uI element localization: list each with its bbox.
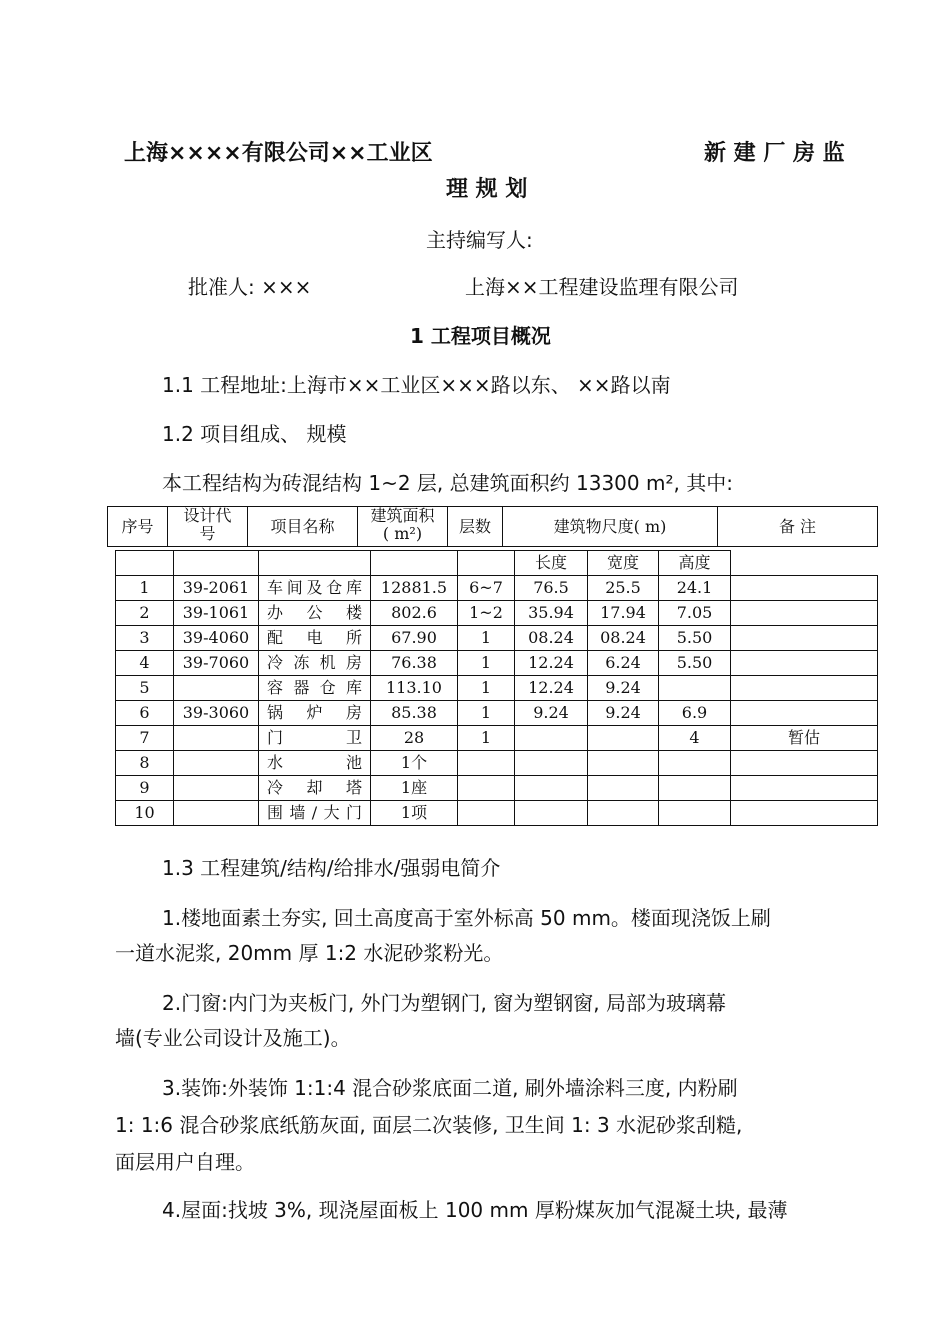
- header-design-code: [168, 507, 248, 547]
- header-floors: 层数: [448, 507, 503, 547]
- cell-seq: 2: [116, 601, 174, 626]
- approver: 批准人: ×××: [188, 275, 312, 299]
- header-length: 长度: [515, 551, 588, 576]
- subheader-empty: [174, 551, 259, 576]
- table-row: [116, 651, 878, 676]
- subheader-empty: [458, 551, 515, 576]
- cell-name: 车间及仓库: [259, 576, 371, 601]
- cell-width: 6.24: [588, 651, 659, 676]
- cell-code: 39-3060: [174, 701, 259, 726]
- cell-seq: 1: [116, 576, 174, 601]
- cell-name: 冷 却 塔: [259, 776, 371, 801]
- cell-note: [731, 576, 878, 601]
- table-row: [116, 676, 878, 701]
- cell-length: [515, 801, 588, 826]
- cell-width: [588, 726, 659, 751]
- p4-line1: 4.屋面:找坡 3%, 现浇屋面板上 100 mm 厚粉煤灰加气混凝土块, 最薄: [162, 1198, 788, 1222]
- title-right: 新 建 厂 房 监: [704, 141, 845, 166]
- cell-name: 门 卫: [259, 726, 371, 751]
- cell-width: 25.5: [588, 576, 659, 601]
- cell-width: 17.94: [588, 601, 659, 626]
- cell-code: [174, 726, 259, 751]
- title-left: 上海××××有限公司××工业区: [124, 141, 433, 166]
- cell-length: 9.24: [515, 701, 588, 726]
- cell-seq: 8: [116, 751, 174, 776]
- table-header: [107, 506, 878, 547]
- composition-line: 1.2 项目组成、 规模: [162, 422, 347, 446]
- cell-note: [731, 801, 878, 826]
- table-row: [116, 601, 878, 626]
- cell-note: 暂估: [731, 726, 878, 751]
- cell-name: 锅 炉 房: [259, 701, 371, 726]
- cell-width: 08.24: [588, 626, 659, 651]
- header-note: 备 注: [718, 507, 878, 547]
- cell-name: 配 电 所: [259, 626, 371, 651]
- cell-code: [174, 776, 259, 801]
- cell-code: 39-4060: [174, 626, 259, 651]
- section1-heading: 1 工程项目概况: [410, 324, 551, 348]
- cell-seq: 5: [116, 676, 174, 701]
- cell-note: [731, 776, 878, 801]
- cell-note: [731, 676, 878, 701]
- cell-area: 113.10: [371, 676, 458, 701]
- company: 上海××工程建设监理有限公司: [465, 275, 739, 299]
- table-row: [116, 801, 878, 826]
- cell-length: 76.5: [515, 576, 588, 601]
- cell-height: 4: [659, 726, 731, 751]
- header-seq: 序号: [108, 507, 168, 547]
- cell-floors: [458, 801, 515, 826]
- cell-seq: 3: [116, 626, 174, 651]
- cell-width: [588, 801, 659, 826]
- header-design-code-text: 设计代号: [183, 506, 232, 543]
- cell-floors: 1~2: [458, 601, 515, 626]
- section13-heading: 1.3 工程建筑/结构/给排水/强弱电简介: [162, 856, 501, 880]
- cell-length: [515, 776, 588, 801]
- data-table: [115, 550, 878, 826]
- cell-note: [731, 751, 878, 776]
- p3-line2: 1: 1:6 混合砂浆底纸筋灰面, 面层二次装修, 卫生间 1: 3 水泥砂浆刮糙,: [115, 1113, 743, 1137]
- cell-name: 水 池: [259, 751, 371, 776]
- subheader-note-empty: [731, 551, 878, 576]
- cell-floors: 1: [458, 726, 515, 751]
- cell-code: 39-2061: [174, 576, 259, 601]
- cell-length: 12.24: [515, 651, 588, 676]
- cell-name: 办 公 楼: [259, 601, 371, 626]
- cell-width: 9.24: [588, 701, 659, 726]
- cell-floors: [458, 751, 515, 776]
- cell-area: 1项: [371, 801, 458, 826]
- cell-area: 1个: [371, 751, 458, 776]
- cell-note: [731, 626, 878, 651]
- cell-area: 76.38: [371, 651, 458, 676]
- header-width: 宽度: [588, 551, 659, 576]
- cell-note: [731, 601, 878, 626]
- subheader-empty: [371, 551, 458, 576]
- cell-height: 6.9: [659, 701, 731, 726]
- cell-floors: [458, 776, 515, 801]
- cell-height: 24.1: [659, 576, 731, 601]
- cell-height: [659, 676, 731, 701]
- header-name: 项目名称: [248, 507, 358, 547]
- cell-width: 9.24: [588, 676, 659, 701]
- cell-length: 35.94: [515, 601, 588, 626]
- cell-height: [659, 751, 731, 776]
- p1-line1: 1.楼地面素土夯实, 回土高度高于室外标高 50 mm。楼面现浇饭上刷: [162, 906, 771, 930]
- cell-height: 5.50: [659, 626, 731, 651]
- cell-area: 85.38: [371, 701, 458, 726]
- cell-name: 围墙/大门: [259, 801, 371, 826]
- cell-area: 802.6: [371, 601, 458, 626]
- subheader-empty: [259, 551, 371, 576]
- cell-height: 7.05: [659, 601, 731, 626]
- cell-note: [731, 701, 878, 726]
- table-row: [116, 751, 878, 776]
- cell-width: [588, 751, 659, 776]
- cell-area: 67.90: [371, 626, 458, 651]
- address-line: 1.1 工程地址:上海市××工业区×××路以东、 ××路以南: [162, 373, 671, 397]
- p2-line1: 2.门窗:内门为夹板门, 外门为塑钢门, 窗为塑钢窗, 局部为玻璃幕: [162, 991, 726, 1015]
- cell-length: [515, 751, 588, 776]
- cell-seq: 6: [116, 701, 174, 726]
- cell-seq: 4: [116, 651, 174, 676]
- cell-area: 28: [371, 726, 458, 751]
- cell-seq: 9: [116, 776, 174, 801]
- cell-code: 39-7060: [174, 651, 259, 676]
- header-area-text: 建筑面积( m²): [370, 506, 435, 543]
- cell-code: [174, 801, 259, 826]
- structure-intro: 本工程结构为砖混结构 1~2 层, 总建筑面积约 13300 m², 其中:: [162, 471, 733, 495]
- table-row: [116, 701, 878, 726]
- table-row: [116, 726, 878, 751]
- cell-area: 1座: [371, 776, 458, 801]
- cell-code: 39-1061: [174, 601, 259, 626]
- cell-note: [731, 651, 878, 676]
- cell-code: [174, 676, 259, 701]
- table-row: [116, 626, 878, 651]
- cell-seq: 7: [116, 726, 174, 751]
- cell-name: 容器仓库: [259, 676, 371, 701]
- cell-code: [174, 751, 259, 776]
- cell-height: [659, 776, 731, 801]
- table-row: [116, 776, 878, 801]
- p1-line2: 一道水泥浆, 20mm 厚 1:2 水泥砂浆粉光。: [115, 941, 504, 965]
- cell-width: [588, 776, 659, 801]
- cell-height: [659, 801, 731, 826]
- subheader-row: [116, 551, 878, 576]
- header-area: [358, 507, 448, 547]
- p2-line2: 墙(专业公司设计及施工)。: [115, 1026, 351, 1050]
- header-height: 高度: [659, 551, 731, 576]
- cell-length: 08.24: [515, 626, 588, 651]
- header-dims: 建筑物尺度( m): [503, 507, 718, 547]
- p3-line3: 面层用户自理。: [115, 1150, 255, 1174]
- cell-floors: 1: [458, 701, 515, 726]
- p3-line1: 3.装饰:外装饰 1:1:4 混合砂浆底面二道, 刷外墙涂料三度, 内粉刷: [162, 1076, 738, 1100]
- cell-floors: 1: [458, 626, 515, 651]
- cell-length: 12.24: [515, 676, 588, 701]
- author-label: 主持编写人:: [426, 228, 533, 252]
- cell-floors: 1: [458, 651, 515, 676]
- cell-name: 冷冻机房: [259, 651, 371, 676]
- cell-length: [515, 726, 588, 751]
- cell-area: 12881.5: [371, 576, 458, 601]
- cell-floors: 1: [458, 676, 515, 701]
- cell-height: 5.50: [659, 651, 731, 676]
- cell-floors: 6~7: [458, 576, 515, 601]
- cell-seq: 10: [116, 801, 174, 826]
- table-row: [116, 576, 878, 601]
- title-line2: 理 规 划: [446, 177, 528, 202]
- subheader-empty: [116, 551, 174, 576]
